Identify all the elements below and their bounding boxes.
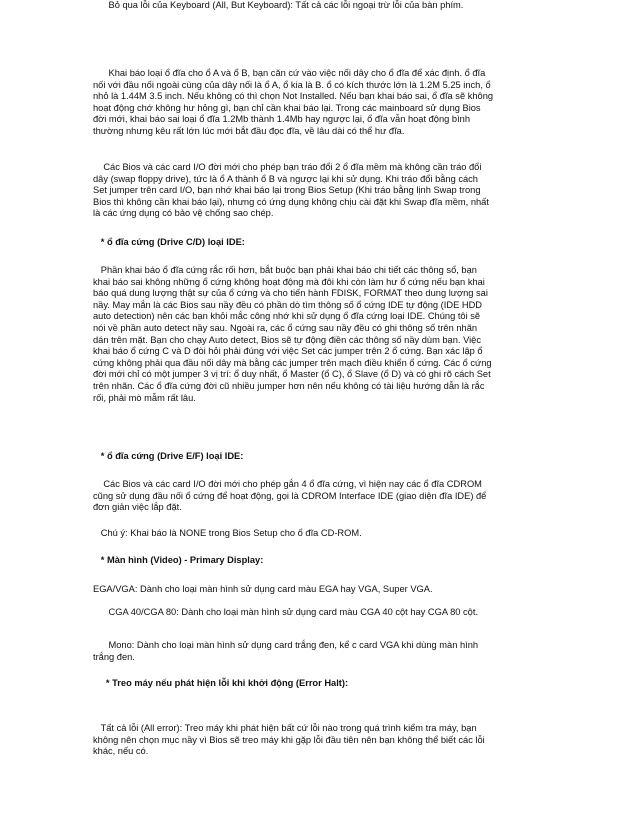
text-line: là các ứng dụng có bảo vệ chống sao chép.: [93, 208, 274, 219]
paragraph: [93, 0, 547, 12]
text-line: auto detection) nên các bạn khỏi mắc công nhớ khi sử dụng ổ đĩa cứng loại IDE. Chúng tôi sẽ: [93, 311, 481, 322]
text-line: Các Bios và các card I/O đời mới cho phép bạn tráo đổi 2 ổ đĩa mềm mà không cần tráo đổi: [93, 162, 482, 172]
text-line: hoạt động chớ không hư hỏng gì, bạn chỉ cần khai báo lại. Trong các mainboard sử dụng Bios: [93, 102, 481, 113]
text-line: rối, phải mò mẫm rất lâu.: [93, 392, 196, 403]
text-line: khác, nếu có.: [93, 746, 149, 757]
paragraph: [93, 479, 547, 514]
text-line: cứng không phải qua đầu nối dây mà bằng các jumper trên mạch điều khiển ổ cứng. Các ổ cứng: [93, 357, 492, 368]
text-line: không nên chọn mục nầy vì Bios sẽ treo máy khi gặp lỗi đầu tiên nên bạn không thể biết các lỗi: [93, 734, 485, 745]
text-line: * ổ đĩa cứng (Drive C/D) loại IDE:: [93, 237, 245, 247]
text-line: cũng sử dụng đầu nối ổ cứng để hoạt động, gọi là CDROM Interface IDE (giao diện đĩa IDE) để: [93, 490, 487, 501]
text-line: Phần khai báo ổ đĩa cứng rắc rối hơn, bắt buộc bạn phải khai báo chi tiết các thông số, bạn: [93, 265, 477, 275]
text-line: Các Bios và các card I/O đời mới cho phép gắn 4 ổ đĩa cứng, vì hiện nay các ổ đĩa CDROM: [93, 479, 482, 489]
text-line: Bỏ qua lỗi của Keyboard (All, But Keyboard): Tất cả các lỗi ngoại trừ lỗi của bàn phím.: [93, 0, 464, 10]
text-line: Bios thì không cần khai báo lại), nhưng có ứng dụng không chịu cài đặt khi Swap đĩa mềm, nhất: [93, 196, 489, 207]
text-line: nầy. May mắn là các Bios sau nầy đều có phần dò tìm thông số ổ cứng IDE tự động (IDE HDD: [93, 299, 482, 310]
text-line: dán trên mặt. Bạn cho chạy Auto detect, Bios sẽ tự động điền các thông số nầy dùm bạn. Việc: [93, 334, 481, 345]
text-line: dây (swap floppy drive), tức là ổ A thành ổ B và ngược lại khi sử dụng. Khi tráo đổi bằng cách: [93, 173, 478, 184]
paragraph: [93, 68, 547, 138]
text-line: * Treo máy nếu phát hiện lỗi khi khởi động (Error Halt):: [93, 678, 349, 688]
paragraph: [93, 723, 547, 758]
text-line: nói về phần auto detect nầy sau. Ngoài ra, các ổ cứng sau nầy đều có ghi thông số trên nhãn: [93, 322, 478, 333]
text-line: đời mới chỉ có một jumper 3 vị trí: ổ duy nhất, ổ Master (ổ C), ổ Slave (ổ D) và có ghi rõ cách Set: [93, 369, 491, 380]
paragraph: [93, 162, 547, 220]
text-line: đơn giản việc lắp đặt.: [93, 502, 182, 513]
text-line: Mono: Dành cho loại màn hình sử dụng card trắng đen, kể c card VGA khi dùng màn hình: [93, 640, 479, 650]
paragraph: [93, 265, 547, 404]
section-heading: [93, 451, 547, 463]
section-heading: [93, 555, 547, 567]
text-line: trên nhãn. Các ổ đĩa cứng đời cũ nhiều jumper hơn nên nếu không có tài liệu hướng dẫn là rắc: [93, 380, 485, 391]
text-line: trắng đen.: [93, 651, 135, 662]
text-line: Chú ý: Khai báo là NONE trong Bios Setup cho ổ đĩa CD-ROM.: [93, 528, 362, 538]
text-line: EGA/VGA: Dành cho loại màn hình sử dụng card màu EGA hay VGA, Super VGA.: [93, 584, 433, 594]
text-line: CGA 40/CGA 80: Dành cho loại màn hình sử dụng card màu CGA 40 cột hay CGA 80 cột.: [93, 607, 479, 617]
text-line: Set jumper trên card I/O, bạn nhớ khai báo lại trong Bios Setup (Khi tráo bằng lịnh Swap trong: [93, 185, 481, 196]
text-line: * Màn hình (Video) - Primary Display:: [93, 555, 264, 565]
text-line: nối với đầu nối ngoài cùng của dây nối là ổ A, ổ kia là B. ổ có kích thước lớn là 1.2M 5.25 inch, ổ: [93, 79, 491, 90]
text-line: Khai báo loại ổ đĩa cho ổ A và ổ B, bạn căn cứ vào việc nối dây cho ổ đĩa để xác định. ổ đĩa: [93, 68, 486, 78]
paragraph: [93, 640, 547, 663]
text-line: nhỏ là 1.44M 3.5 inch. Nếu không có thì chọn Not Installed. Nếu bạn khai báo sai, ổ đĩa sẽ không: [93, 91, 494, 102]
text-line: khai báo sai không những ổ cứng không hoạt động mà đôi khi còn làm hư ổ cứng nếu bạn khai: [93, 276, 485, 287]
text-line: đời mới, khai báo sai loại ổ đĩa 1.2Mb thành 1.4Mb hay ngược lại, ổ đĩa vẫn hoạt động bình: [93, 114, 470, 125]
text-line: * ổ đĩa cứng (Drive E/F) loại IDE:: [93, 451, 244, 461]
text-line: báo quá dung lượng thật sự của ổ cứng và cho tiến hành FDISK, FORMAT theo dung lượng sai: [93, 288, 488, 299]
text-line: thường nhưng kêu rất lớn lúc mới bắt đầu đọc đĩa, về lâu dài có thể hư đĩa.: [93, 125, 405, 136]
paragraph: [93, 584, 547, 596]
text-line: Tất cả lỗi (All error): Treo máy khi phát hiện bất cứ lỗi nào trong quá trình kiểm tra máy, bạn: [93, 723, 477, 733]
section-heading: [93, 237, 547, 249]
paragraph: [93, 528, 547, 540]
section-heading: [93, 678, 547, 690]
paragraph: [93, 607, 547, 619]
text-line: khai báo ổ cứng C và D đòi hỏi phải đúng với việc Set các jumper trên 2 ổ cứng. Bạn xác lập ổ: [93, 346, 483, 357]
